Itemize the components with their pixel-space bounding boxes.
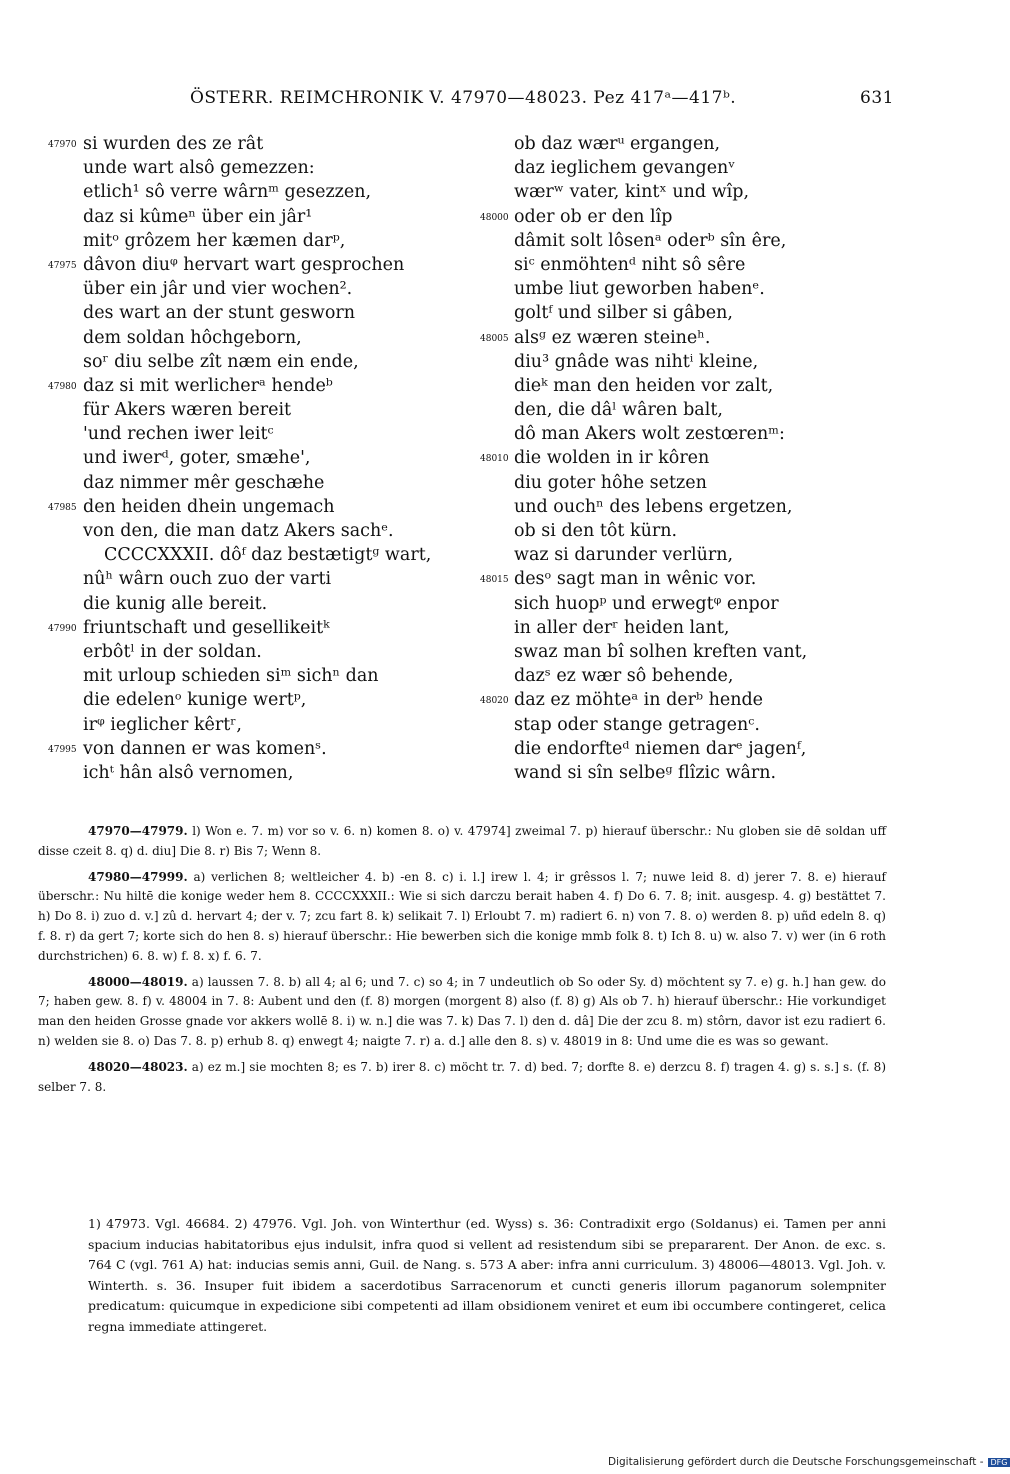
verse-text: stap oder stange getragenᶜ. bbox=[514, 714, 760, 735]
verse-line bbox=[478, 253, 958, 277]
verse-text: daz ez möhteᵃ in derᵇ hende bbox=[514, 690, 764, 711]
verse-text: für Akers wæren bereit bbox=[83, 400, 292, 421]
line-number: 47975 bbox=[48, 260, 77, 271]
verse-line bbox=[0, 180, 480, 204]
verse-text: daz nimmer mêr geschæhe bbox=[83, 472, 325, 493]
verse-line bbox=[478, 640, 958, 664]
verse-line bbox=[0, 446, 480, 470]
line-number: 47995 bbox=[48, 744, 77, 755]
apparatus-range: 47970—47979. bbox=[88, 824, 188, 838]
verse-line bbox=[0, 592, 480, 616]
apparatus-text: l) Won e. 7. m) vor so v. 6. n) komen 8. o) v. 47974] zweimal 7. p) hierauf überschr.: Nu globen sie dē soldan uff disse czeit 8. q) d. diu] Die 8. r) Bis 7; Wenn 8. bbox=[38, 824, 886, 858]
line-number: 47970 bbox=[48, 140, 77, 150]
verse-text: CCCCXXXII. dôᶠ daz bestætigtᵍ wart, bbox=[104, 545, 432, 566]
apparatus-entry bbox=[38, 868, 886, 967]
verse-text: irᵠ ieglicher kêrtʳ, bbox=[83, 714, 242, 735]
verse-text: oder ob er den lîp bbox=[514, 206, 673, 227]
verse-text: unde wart alsô gemezzen: bbox=[83, 158, 315, 179]
verse-line bbox=[0, 543, 480, 567]
verse-line bbox=[478, 737, 958, 761]
verse-line bbox=[478, 205, 958, 229]
verse-text: waz si darunder verlürn, bbox=[514, 545, 734, 566]
verse-text: diu³ gnâde was nihtⁱ kleine, bbox=[514, 351, 759, 372]
verse-text: mitᵒ grôzem her kæmen darᵖ, bbox=[83, 230, 346, 251]
verse-line bbox=[0, 156, 480, 180]
verse-line bbox=[478, 495, 958, 519]
verse-text: dâvon diuᵠ hervart wart gesprochen bbox=[83, 254, 405, 275]
verse-text: friuntschaft und gesellikeitᵏ bbox=[83, 617, 330, 638]
verse-text: umbe liut geworben habenᵉ. bbox=[514, 279, 765, 300]
dfg-logo: DFG bbox=[988, 1458, 1010, 1467]
verse-text: wærʷ vater, kintˣ und wîp, bbox=[514, 182, 750, 203]
verse-line bbox=[478, 180, 958, 204]
verse-text: sich huopᵖ und erwegtᵠ enpor bbox=[514, 593, 779, 614]
verse-line bbox=[478, 350, 958, 374]
verse-line bbox=[478, 567, 958, 591]
verse-text: dazˢ ez wær sô behende, bbox=[514, 666, 734, 687]
verse-text: desᵒ sagt man in wênic vor. bbox=[514, 569, 757, 590]
line-number: 47990 bbox=[48, 623, 77, 634]
right-verse-column bbox=[478, 132, 958, 785]
verse-text: von dannen er was komenˢ. bbox=[83, 738, 327, 759]
verse-line bbox=[0, 471, 480, 495]
verse-line bbox=[478, 471, 958, 495]
apparatus-range: 47980—47999. bbox=[88, 869, 188, 884]
verse-text: swaz man bî solhen kreften vant, bbox=[514, 641, 808, 662]
verse-line bbox=[0, 398, 480, 422]
verse-line bbox=[0, 205, 480, 229]
verse-text: die wolden in ir kôren bbox=[514, 448, 710, 469]
verse-line bbox=[478, 713, 958, 737]
verse-text: und iwerᵈ, goter, smæhe', bbox=[83, 448, 311, 469]
verse-text: dô man Akers wolt zestœrenᵐ: bbox=[514, 424, 785, 445]
verse-text: den, die dâˡ wâren balt, bbox=[514, 400, 723, 421]
references-text: 1) 47973. Vgl. 46684. 2) 47976. Vgl. Joh. von Winterthur (ed. Wyss) s. 36: Contradixit ergo (Soldanus) ei. Tamen per anni spacium inducias habitatoribus ejus indulsit, infra quod si vellent ad resistendum sibi se prepararent. Der Anon. de exc. s. 764 C (vgl. 761 A) hat: inducias semis anni, Guil. de Nang. s. 573 A aber: infra anni curriculum. 3) 48006—48013. Vgl. Joh. v. Winterth. s. 36. Insuper fuit ibidem a sacerdotibus Sarracenorum et cuncti generis illorum paganorum solempniter predicatum: quicumque in expedicione sibi competenti ad illam obsidionem veniret et eum ibi occumbere contingeret, celica regna immediate attingeret. bbox=[88, 1216, 886, 1334]
verse-text: wand si sîn selbeᵍ flîzic wârn. bbox=[514, 762, 777, 783]
verse-text: diu goter hôhe setzen bbox=[514, 472, 707, 493]
apparatus-range: 48020—48023. bbox=[88, 1059, 188, 1074]
verse-text: dem soldan hôchgeborn, bbox=[83, 327, 302, 348]
line-number: 48010 bbox=[480, 454, 509, 465]
verse-text: des wart an der stunt gesworn bbox=[83, 303, 356, 324]
apparatus-range: 48000—48019. bbox=[88, 974, 188, 989]
verse-text: ob si den tôt kürn. bbox=[514, 521, 678, 541]
verse-line bbox=[0, 567, 480, 591]
verse-line bbox=[478, 374, 958, 398]
verse-text: die edelenᵒ kunige wertᵖ, bbox=[83, 690, 307, 711]
verse-line bbox=[0, 640, 480, 664]
verse-text: alsᵍ ez wæren steineʰ. bbox=[514, 327, 711, 348]
verse-line bbox=[0, 519, 480, 543]
verse-text: und ouchⁿ des lebens ergetzen, bbox=[514, 496, 793, 517]
verse-text: siᶜ enmöhtenᵈ niht sô sêre bbox=[514, 254, 746, 275]
verse-text: mit urloup schieden siᵐ sichⁿ dan bbox=[83, 666, 379, 687]
verse-line bbox=[0, 229, 480, 253]
page-number: 631 bbox=[860, 88, 894, 108]
verse-line bbox=[0, 761, 480, 785]
verse-line bbox=[0, 277, 480, 301]
verse-text: dâmit solt lôsenᵃ oderᵇ sîn êre, bbox=[514, 230, 787, 251]
line-number: 48000 bbox=[480, 212, 509, 223]
running-title: ÖSTERR. REIMCHRONIK V. 47970—48023. Pez 417ᵃ—417ᵇ. bbox=[190, 88, 737, 108]
source-references bbox=[38, 1214, 886, 1338]
apparatus-entry bbox=[38, 973, 886, 1052]
line-number: 48020 bbox=[480, 696, 509, 707]
verse-line bbox=[478, 422, 958, 446]
verse-line bbox=[0, 495, 480, 519]
apparatus-text: a) verlichen 8; weltleicher 4. b) -en 8. c) i. l.] irew l. 4; ir grêssos l. 7; nuwe leid 8. d) jerer 7. 8. e) hierauf überschr.: Nu hiltē die konige weder hem 8. CCCCXXXII.: Wie si sich darczu berait haben 4. f) Do 6. 7. 8; init. ausgesp. 4. g) bestättet 7. h) Do 8. i) zuo d. v.] zû d. hervart 4; der v. 7; zcu fart 8. k) selikait 7. l) Erloubt 7. m) radiert 6. n) von 7. 8. o) werden 8. p) uñd edeln 8. q) f. 8. r) da gert 7; korte sich do hen 8. s) hierauf überschr.: Hie bewerben sich die konige mmb folk 8. t) Ich 8. u) w. also 7. v) wer (in 6 roth durchstrichen) 6. 8. w) f. 8. x) f. 6. 7. bbox=[38, 869, 886, 963]
verse-text: die endorfteᵈ niemen darᵉ jagenᶠ, bbox=[514, 738, 807, 759]
verse-text: erbôtˡ in der soldan. bbox=[83, 641, 262, 662]
verse-line bbox=[0, 737, 480, 761]
line-number: 47980 bbox=[48, 381, 77, 392]
verse-text: si wurden des ze rât bbox=[83, 134, 264, 154]
verse-line bbox=[478, 664, 958, 688]
critical-apparatus bbox=[38, 822, 886, 1103]
verse-line bbox=[478, 543, 958, 567]
verse-line bbox=[478, 156, 958, 180]
verse-text: soʳ diu selbe zît næm ein ende, bbox=[83, 351, 359, 372]
verse-line bbox=[478, 616, 958, 640]
digitization-footer bbox=[608, 1456, 1008, 1468]
verse-text: daz si kûmeⁿ über ein jâr¹ bbox=[83, 206, 313, 227]
verse-text: 'und rechen iwer leitᶜ bbox=[83, 424, 274, 445]
apparatus-text: a) ez m.] sie mochten 8; es 7. b) irer 8. c) möcht tr. 7. d) bed. 7; dorfte 8. e) derzcu 8. f) tragen 4. g) s. s.] s. (f. 8) selber 7. 8. bbox=[38, 1059, 886, 1094]
verse-line bbox=[478, 761, 958, 785]
verse-line bbox=[0, 374, 480, 398]
verse-text: ob daz wærᵘ ergangen, bbox=[514, 134, 721, 154]
verse-text: in aller derʳ heiden lant, bbox=[514, 617, 730, 638]
line-number: 48005 bbox=[480, 333, 509, 344]
verse-line bbox=[0, 326, 480, 350]
verse-line bbox=[0, 688, 480, 712]
verse-line bbox=[0, 422, 480, 446]
line-number: 48015 bbox=[480, 575, 509, 586]
verse-line bbox=[0, 713, 480, 737]
verse-line bbox=[0, 350, 480, 374]
apparatus-entry bbox=[38, 1058, 886, 1098]
verse-line bbox=[0, 253, 480, 277]
verse-text: die kunig alle bereit. bbox=[83, 593, 268, 614]
left-verse-column bbox=[0, 132, 480, 785]
verse-line bbox=[478, 229, 958, 253]
verse-text: daz ieglichem gevangenᵛ bbox=[514, 158, 735, 179]
verse-line bbox=[478, 398, 958, 422]
verse-text: ichᵗ hân alsô vernomen, bbox=[83, 762, 294, 783]
verse-line bbox=[0, 616, 480, 640]
verse-text: den heiden dhein ungemach bbox=[83, 496, 335, 517]
verse-text: etlich¹ sô verre wârnᵐ gesezzen, bbox=[83, 182, 372, 203]
verse-text: von den, die man datz Akers sachᵉ. bbox=[83, 521, 394, 541]
verse-line bbox=[478, 132, 958, 156]
verse-line bbox=[478, 519, 958, 543]
verse-text: über ein jâr und vier wochen². bbox=[83, 279, 353, 300]
verse-line bbox=[478, 688, 958, 712]
apparatus-entry bbox=[38, 822, 886, 862]
verse-line bbox=[0, 664, 480, 688]
verse-line bbox=[0, 301, 480, 325]
verse-line bbox=[478, 301, 958, 325]
verse-text: daz si mit werlicherᵃ hendeᵇ bbox=[83, 375, 333, 396]
verse-line bbox=[478, 326, 958, 350]
verse-line bbox=[0, 132, 480, 156]
verse-line bbox=[478, 277, 958, 301]
verse-text: nûʰ wârn ouch zuo der varti bbox=[83, 569, 332, 590]
line-number: 47985 bbox=[48, 502, 77, 513]
footer-text: Digitalisierung gefördert durch die Deutsche Forschungsgemeinschaft - bbox=[608, 1456, 984, 1468]
verse-line bbox=[478, 446, 958, 470]
apparatus-text: a) laussen 7. 8. b) all 4; al 6; und 7. c) so 4; in 7 undeutlich ob So oder Sy. d) möchtent sy 7. e) g. h.] han gew. do 7; haben gew. 8. f) v. 48004 in 7. 8: Aubent und den (f. 8) morgen (morgent 8) also (f. 8) g) Als ob 7. h) hierauf überschr.: Hie vorkundiget man den heiden Grosse gnade vor akkers wollē 8. i) w. n.] die was 7. k) Das 7. l) den d. dâ] Die der zcu 8. m) stôrn, davor ist ezu radiert 6. n) welden sie 8. o) Das 7. 8. p) erhub 8. q) enwegt 4; naigte 7. r) a. d.] alle den 8. s) v. 48019 in 8: Und ume die es was so gewant. bbox=[38, 974, 886, 1048]
page-header bbox=[0, 88, 1000, 118]
verse-text: goltᶠ und silber si gâben, bbox=[514, 303, 733, 324]
verse-text: dieᵏ man den heiden vor zalt, bbox=[514, 375, 774, 396]
verse-line bbox=[478, 592, 958, 616]
